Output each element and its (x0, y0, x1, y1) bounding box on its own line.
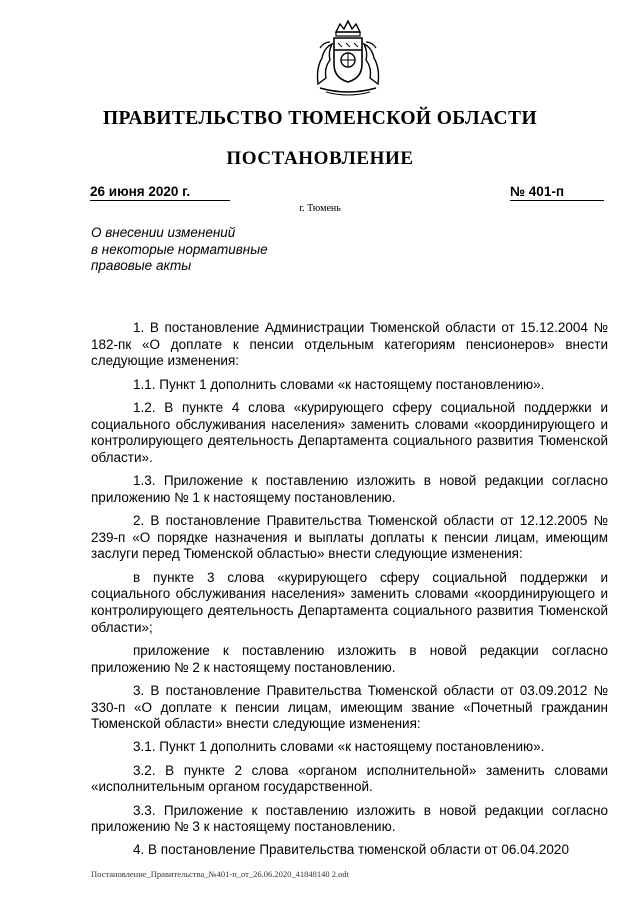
paragraph: 4. В постановление Правительства тюменской области от 06.04.2020 (133, 842, 569, 858)
subject-line: в некоторые нормативные (91, 241, 268, 257)
paragraph: 3.2. В пункте 2 слова «органом исполнительной» заменить словами «исполнительным органом государственной. (91, 762, 608, 795)
paragraph: в пункте 3 слова «курирующего сферу социальной поддержки и социального обслуживания населения» заменить словами «координирующего и контролирующего деятельность Департамента социального развития Тюменской области»; (91, 569, 608, 635)
document-type-title: ПОСТАНОВЛЕНИЕ (226, 148, 414, 169)
paragraph: 2. В постановление Правительства Тюменской области от 12.12.2005 № 239-п «О порядке назначения и выплаты доплаты к пенсии лицам, имеющим заслуги перед Тюменской областью» внести следующие изменения: (91, 513, 608, 562)
footer-filename: Постановление_Правительства_№401-п_от_26.06.2020_41848140 2.odt (91, 869, 349, 879)
document-date: 26 июня 2020 г. (90, 184, 230, 201)
document-body (91, 320, 608, 866)
subject-line: правовые акты (91, 258, 192, 273)
paragraph: приложение к поставлению изложить в новой редакции согласно приложению № 2 к настоящему постановлению. (91, 642, 608, 675)
document-city: г. Тюмень (299, 203, 341, 214)
document-number: № 401-п (510, 184, 604, 201)
paragraph: 1. В постановление Администрации Тюменской области от 15.12.2004 № 182-пк «О доплате к пенсии отдельным категориям пенсионеров» внести следующие изменения: (91, 320, 608, 369)
government-title: ПРАВИТЕЛЬСТВО ТЮМЕНСКОЙ ОБЛАСТИ (102, 108, 538, 129)
document-subject (91, 225, 311, 275)
paragraph: 3.3. Приложение к поставлению изложить в новой редакции согласно приложению № 3 к настоящему постановлению. (91, 802, 608, 835)
coat-of-arms-emblem (312, 18, 384, 98)
paragraph: 1.1. Пункт 1 дополнить словами «к настоящему постановлению». (133, 376, 545, 392)
subject-line: О внесении изменений (91, 225, 236, 240)
paragraph: 3. В постановление Правительства Тюменской области от 03.09.2012 № 330-п «О доплате к пенсии лицам, имеющим звание «Почетный гражданин Тюменской области» внести следующие изменения: (91, 682, 608, 732)
paragraph: 3.1. Пункт 1 дополнить словами «к настоящему постановлению». (133, 739, 545, 755)
paragraph: 1.3. Приложение к поставлению изложить в новой редакции согласно приложению № 1 к настоящему постановлению. (91, 473, 608, 505)
paragraph: 1.2. В пункте 4 слова «курирующего сферу социальной поддержки и социального обслуживания населения» заменить словами «координирующего и контролирующего деятельность Департамента социального развития Тюменской области». (91, 399, 608, 465)
